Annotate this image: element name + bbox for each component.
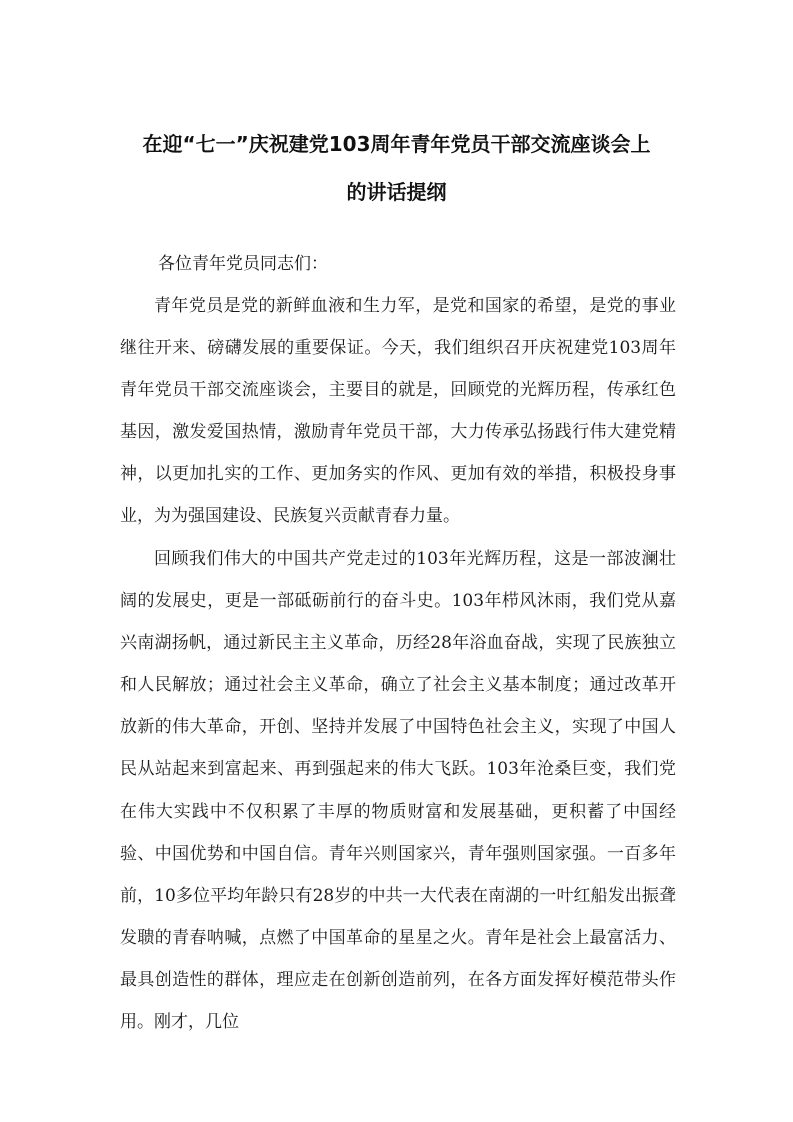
document-title-line-1: 在迎“七一”庆祝建党103周年青年党员干部交流座谈会上 [142,132,651,156]
paragraph-1: 青年党员是党的新鲜血液和生力军，是党和国家的希望，是党的事业继往开来、磅礴发展的重要保证。今天，我们组织召开庆祝建党103周年青年党员干部交流座谈会，主要目的就是，回顾党的光辉历程，传承红色基因，激发爱国热情，激励青年党员干部，大力传承弘扬践行伟大建党精神，以更加扎实的工作、更加务实的作风、更加有效的举措，积极投身事业，为为强国建设、民族复兴贡献青春力量。 [120,296,676,527]
document-title-line-2: 的讲话提纲 [346,180,447,204]
paragraph-2: 回顾我们伟大的中国共产党走过的103年光辉历程，这是一部波澜壮阔的发展史，更是一部砥砺前行的奋斗史。103年栉风沐雨，我们党从嘉兴南湖扬帆，通过新民主主义革命，历经28年浴血奋战，实现了民族独立和人民解放；通过社会主义革命，确立了社会主义基本制度；通过改革开放新的伟大革命，开创、坚持并发展了中国特色社会主义，实现了中国人民从站起来到富起来、再到强起来的伟大飞跃。103年沧桑巨变，我们党在伟大实践中不仅积累了丰厚的物质财富和发展基础，更积蓄了中国经验、中国优势和中国自信。青年兴则国家兴，青年强则国家强。一百多年前，10多位平均年龄只有28岁的中共一大代表在南湖的一叶红船发出振聋发聩的青春呐喊，点燃了中国革命的星星之火。青年是社会上最富活力、最具创造性的群体，理应走在创新创造前列，在各方面发挥好模范带头作用。刚才，几位 [120,549,676,1033]
salutation: 各位青年党员同志们： [158,254,328,274]
